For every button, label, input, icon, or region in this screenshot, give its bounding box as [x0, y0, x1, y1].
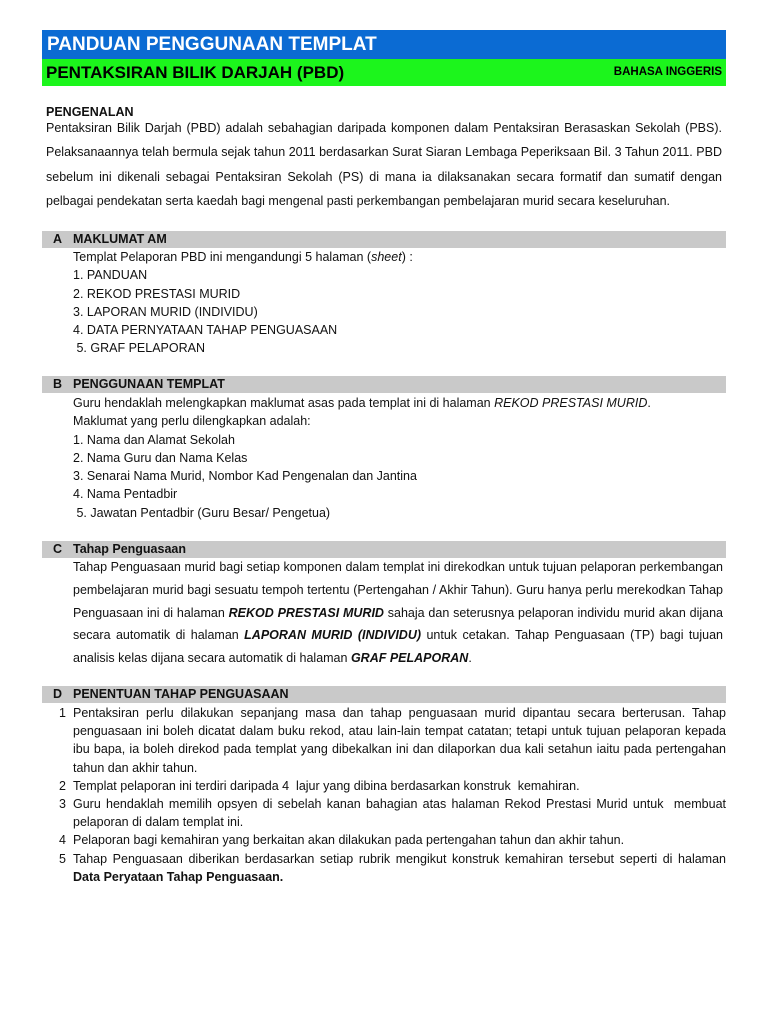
section-b-header: [42, 376, 726, 393]
section-a-body: [73, 248, 723, 358]
section-a-header: [42, 231, 726, 248]
section-a-letter: A: [53, 232, 63, 246]
list-item: 1. Nama dan Alamat Sekolah: [73, 432, 235, 447]
section-a-intro: Templat Pelaporan PBD ini mengandungi 5 halaman (sheet) :: [73, 250, 413, 264]
list-item: 2 Templat pelaporan ini terdiri daripada 4 lajur yang dibina berdasarkan konstruk kemahiran.: [59, 778, 580, 793]
intro-section: [46, 104, 722, 213]
section-d-header: [42, 686, 726, 703]
list-item: 1. PANDUAN: [73, 268, 148, 283]
document-subtitle-bar: [42, 59, 726, 86]
list-item: 5. GRAF PELAPORAN: [73, 341, 205, 356]
list-item: 5. Jawatan Pentadbir (Guru Besar/ Pengetua): [73, 505, 331, 520]
section-b-title: PENGGUNAAN TEMPLAT: [73, 377, 225, 391]
list-item: 2. REKOD PRESTASI MURID: [73, 286, 241, 301]
intro-heading: PENGENALAN: [46, 105, 134, 119]
section-b-letter: B: [53, 377, 63, 391]
list-item: 4 Pelaporan bagi kemahiran yang berkaitan akan dilakukan pada pertengahan tahun dan akhir tahun.: [59, 833, 625, 848]
section-d-title: PENENTUAN TAHAP PENGUASAAN: [73, 687, 289, 701]
list-item: 1 Pentaksiran perlu dilakukan sepanjang masa dan tahap penguasaan murid dipantau secara berterusan. Tahap penguasaan ini boleh dicatat dalam buku rekod, atau lain-lain tempat catatan; tetapi untuk tujuan pelaporan kepada ibu bapa, ia boleh direkod pada templat yang dibekalkan ini dan dilaporkan dua kali setahun iaitu pada pertengahan tahun dan akhir tahun.: [59, 706, 726, 775]
list-item: 4. Nama Pentadbir: [73, 487, 178, 502]
section-b-line-2: Maklumat yang perlu dilengkapkan adalah:: [73, 414, 311, 429]
section-c-title: Tahap Penguasaan: [73, 542, 186, 556]
list-item: 5 Tahap Penguasaan diberikan berdasarkan setiap rubrik mengikut konstruk kemahiran tersebut seperti di halaman Data Peryataan Tahap Penguasaan.: [59, 851, 726, 884]
document-title-bar: [42, 30, 726, 59]
section-c-letter: C: [53, 542, 63, 556]
list-item: 4. DATA PERNYATAAN TAHAP PENGUASAAN: [73, 323, 338, 338]
section-b-line-1: Guru hendaklah melengkapkan maklumat asas pada templat ini di halaman REKOD PRESTASI MURID.: [73, 396, 651, 410]
intro-paragraph: Pentaksiran Bilik Darjah (PBD) adalah sebahagian daripada komponen dalam Pentaksiran Berasaskan Sekolah (PBS). Pelaksanaannya telah bermula sejak tahun 2011 berdasarkan Surat Siaran Lembaga Peperiksaan Bil. 3 Tahun 2011. PBD sebelum ini dikenali sebagai Pentaksiran Sekolah (PS) di mana ia dilaksanakan secara formatif dan sumatif dengan pelbagai pendekatan serta kaedah bagi mengenal pasti perkembangan pembelajaran murid secara keseluruhan.: [46, 121, 722, 208]
list-item: 3. Senarai Nama Murid, Nombor Kad Pengenalan dan Jantina: [73, 469, 417, 484]
section-c-paragraph: Tahap Penguasaan murid bagi setiap komponen dalam templat ini direkodkan untuk tujuan pelaporan perkembangan pembelajaran murid bagi sesuatu tempoh tertentu (Pertengahan / Akhir Tahun). Guru hanya perlu merekodkan Tahap Penguasaan ini di halaman REKOD PRESTASI MURID sahaja dan seterusnya pelaporan individu murid akan dijana secara automatik di halaman LAPORAN MURID (INDIVIDU) untuk cetakan. Tahap Penguasaan (TP) bagi tujuan analisis kelas dijana secara automatik di halaman GRAF PELAPORAN.: [73, 560, 724, 666]
section-b-body: [73, 394, 723, 522]
document-subtitle: PENTAKSIRAN BILIK DARJAH (PBD): [46, 63, 345, 82]
section-d-list: [42, 704, 730, 886]
list-item: 3 Guru hendaklah memilih opsyen di sebelah kanan bahagian atas halaman Rekod Prestasi Murid untuk membuat pelaporan di dalam templat ini.: [59, 797, 730, 830]
list-item: 3. LAPORAN MURID (INDIVIDU): [73, 304, 258, 319]
list-item: 2. Nama Guru dan Nama Kelas: [73, 450, 248, 465]
document-title: PANDUAN PENGGUNAAN TEMPLAT: [47, 34, 377, 55]
subject-label: BAHASA INGGERIS: [613, 66, 722, 78]
section-d-letter: D: [53, 687, 63, 701]
section-a-title: MAKLUMAT AM: [73, 232, 167, 246]
